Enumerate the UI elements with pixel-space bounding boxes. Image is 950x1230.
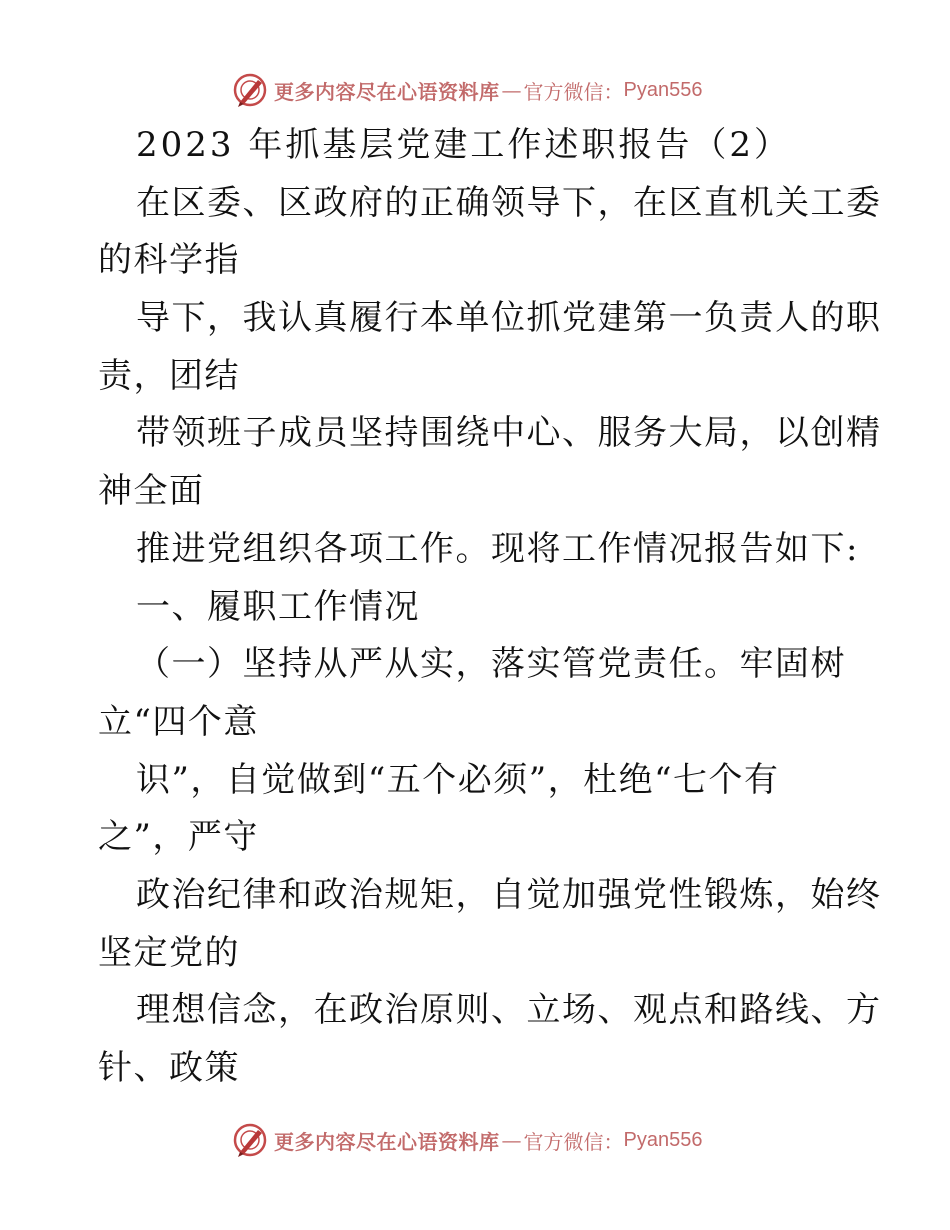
text-line: 立“四个意 [98, 701, 259, 742]
subsection-heading: （一）坚持从严从实，落实管党责任。牢固树 [136, 644, 846, 685]
header-dash: — [501, 78, 522, 102]
text-line: 之”，严守 [98, 817, 259, 858]
header-label: 官方微信： [523, 79, 624, 104]
text-line: 神全面 [98, 471, 205, 512]
text-line: 坚定党的 [98, 932, 240, 973]
section-heading: 一、履职工作情况 [136, 586, 420, 627]
document-body [0, 117, 950, 1098]
text-line: 带领班子成员坚持围绕中心、服务大局，以创精 [136, 413, 882, 454]
text-line: 的科学指 [98, 240, 240, 281]
footer-dash: — [501, 1128, 522, 1152]
text-line: 针、政策 [98, 1048, 240, 1088]
document-title: 2023 年抓基层党建工作述职报告（2） [136, 125, 791, 165]
pen-logo-icon [232, 72, 268, 108]
pen-logo-icon [232, 1122, 268, 1158]
footer-banner [232, 1120, 702, 1160]
text-line: 政治纪律和政治规矩，自觉加强党性锻炼，始终 [136, 874, 882, 915]
text-line: 在区委、区政府的正确领导下，在区直机关工委 [136, 182, 882, 223]
header-banner [232, 70, 702, 110]
footer-brand: 更多内容尽在心语资料库 [274, 1129, 500, 1154]
text-line: 责，团结 [98, 355, 240, 396]
text-line: 推进党组织各项工作。现将工作情况报告如下: [136, 528, 859, 569]
footer-wechat-id: Pyan556 [623, 1128, 703, 1151]
text-line: 导下，我认真履行本单位抓党建第一负责人的职 [136, 298, 882, 339]
header-brand: 更多内容尽在心语资料库 [274, 79, 500, 104]
footer-label: 官方微信： [523, 1129, 624, 1154]
header-wechat-id: Pyan556 [623, 78, 703, 101]
text-line: 理想信念，在政治原则、立场、观点和路线、方 [136, 990, 882, 1031]
text-line: 识”，自觉做到“五个必须”，杜绝“七个有 [136, 759, 780, 800]
